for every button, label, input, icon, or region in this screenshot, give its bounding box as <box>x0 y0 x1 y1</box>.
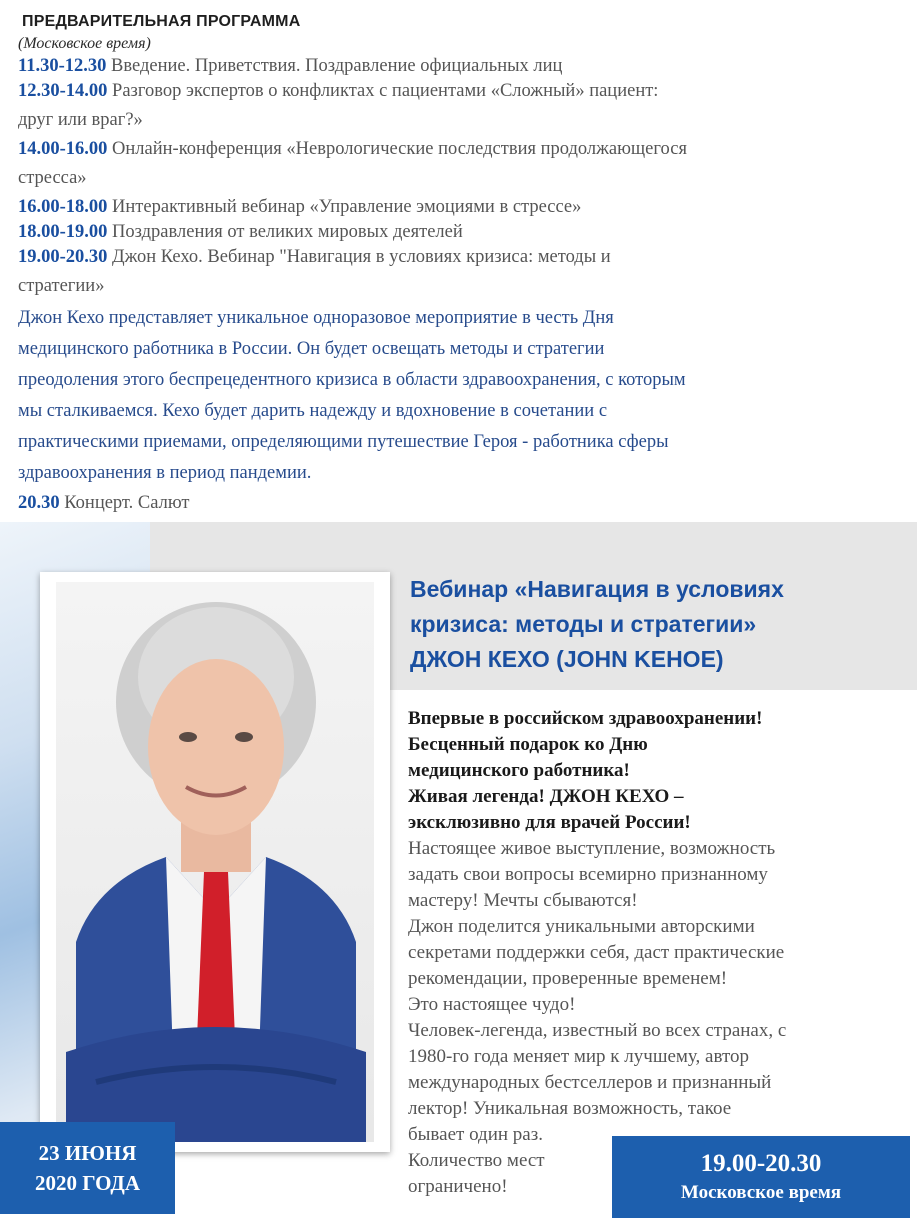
description-line: мы сталкиваемся. Кехо будет дарить надежду и вдохновение в сочетании с <box>18 401 608 421</box>
speaker-photo <box>56 582 374 1142</box>
body-line: задать свои вопросы всемирно признанному <box>408 864 768 885</box>
item-time: 18.00-19.00 <box>18 222 108 242</box>
highlight-line: Впервые в российском здравоохранении! <box>408 708 763 729</box>
program-item <box>18 491 903 516</box>
highlight-line: Живая легенда! ДЖОН КЕХО – <box>408 786 684 807</box>
body-line: рекомендации, проверенные временем! <box>408 968 728 989</box>
highlight-line: Бесценный подарок ко Дню <box>408 734 648 755</box>
body-line: ограничено! <box>408 1176 508 1197</box>
event-time: 19.00-20.30 <box>700 1150 822 1177</box>
event-timezone: Московское время <box>680 1182 842 1203</box>
item-time: 11.30-12.30 <box>18 56 107 76</box>
program-subtitle: (Московское время) <box>18 35 151 52</box>
program-item <box>18 54 903 79</box>
body-line: мастеру! Мечты сбываются! <box>408 890 638 911</box>
body-line: Настоящее живое выступление, возможность <box>408 838 776 859</box>
body-line: бывает один раз. <box>408 1124 543 1145</box>
item-text: Поздравления от великих мировых деятелей <box>107 222 463 242</box>
program-item-continuation: стресса» <box>18 168 87 188</box>
program-item <box>18 79 903 104</box>
promo-body <box>408 706 908 1200</box>
program-item <box>18 245 903 270</box>
program-description <box>18 303 903 489</box>
event-date-badge <box>0 1122 175 1214</box>
title-line: кризиса: методы и стратегии» <box>410 611 757 637</box>
item-time: 20.30 <box>18 493 60 513</box>
date-day: 23 ИЮНЯ <box>38 1141 137 1165</box>
description-line: практическими приемами, определяющими путешествие Героя - работника сферы <box>18 432 669 452</box>
body-line: лектор! Уникальная возможность, такое <box>408 1098 732 1119</box>
webinar-title <box>410 572 900 677</box>
title-line: Вебинар «Навигация в условиях <box>410 576 784 602</box>
speaker-portrait-illustration <box>56 582 374 1142</box>
item-time: 12.30-14.00 <box>18 81 108 101</box>
event-time-badge <box>612 1136 910 1218</box>
item-time: 19.00-20.30 <box>18 247 108 267</box>
description-line: Джон Кехо представляет уникальное одноразовое мероприятие в честь Дня <box>18 308 614 328</box>
item-text: Интерактивный вебинар «Управление эмоциями в стрессе» <box>107 197 582 217</box>
item-time: 14.00-16.00 <box>18 139 108 159</box>
highlight-line: медицинского работника! <box>408 760 630 781</box>
body-line: Это настоящее чудо! <box>408 994 576 1015</box>
body-line: Количество мест <box>408 1150 545 1171</box>
item-time: 16.00-18.00 <box>18 197 108 217</box>
description-line: преодоления этого беспрецедентного кризиса в области здравоохранения, с которым <box>18 370 686 390</box>
item-text: Джон Кехо. Вебинар "Навигация в условиях кризиса: методы и <box>107 247 611 267</box>
program-title: ПРЕДВАРИТЕЛЬНАЯ ПРОГРАММА <box>22 13 301 30</box>
program-item-continuation: стратегии» <box>18 276 105 296</box>
description-line: здравоохранения в период пандемии. <box>18 463 312 483</box>
item-text: Введение. Приветствия. Поздравление официальных лиц <box>106 56 563 76</box>
promo-section <box>0 522 917 1214</box>
date-year: 2020 ГОДА <box>35 1171 140 1195</box>
body-line: Джон поделится уникальными авторскими <box>408 916 755 937</box>
body-line: международных бестселлеров и признанный <box>408 1072 772 1093</box>
description-line: медицинского работника в России. Он будет освещать методы и стратегии <box>18 339 605 359</box>
title-line: ДЖОН КЕХО (JOHN KEHOE) <box>410 646 724 672</box>
highlight-line: эксклюзивно для врачей России! <box>408 812 691 833</box>
program-item <box>18 195 903 220</box>
item-text: Концерт. Салют <box>59 493 190 513</box>
item-text: Онлайн-конференция «Неврологические последствия продолжающегося <box>107 139 687 159</box>
body-line: 1980-го года меняет мир к лучшему, автор <box>408 1046 749 1067</box>
speaker-photo-frame <box>40 572 390 1152</box>
program-item <box>18 220 903 245</box>
body-line: секретами поддержки себя, даст практические <box>408 942 785 963</box>
item-text: Разговор экспертов о конфликтах с пациентами «Сложный» пациент: <box>107 81 659 101</box>
program-section <box>18 10 903 516</box>
program-item <box>18 137 903 162</box>
body-line: Человек-легенда, известный во всех странах, с <box>408 1020 787 1041</box>
program-item-continuation: друг или враг?» <box>18 110 143 130</box>
